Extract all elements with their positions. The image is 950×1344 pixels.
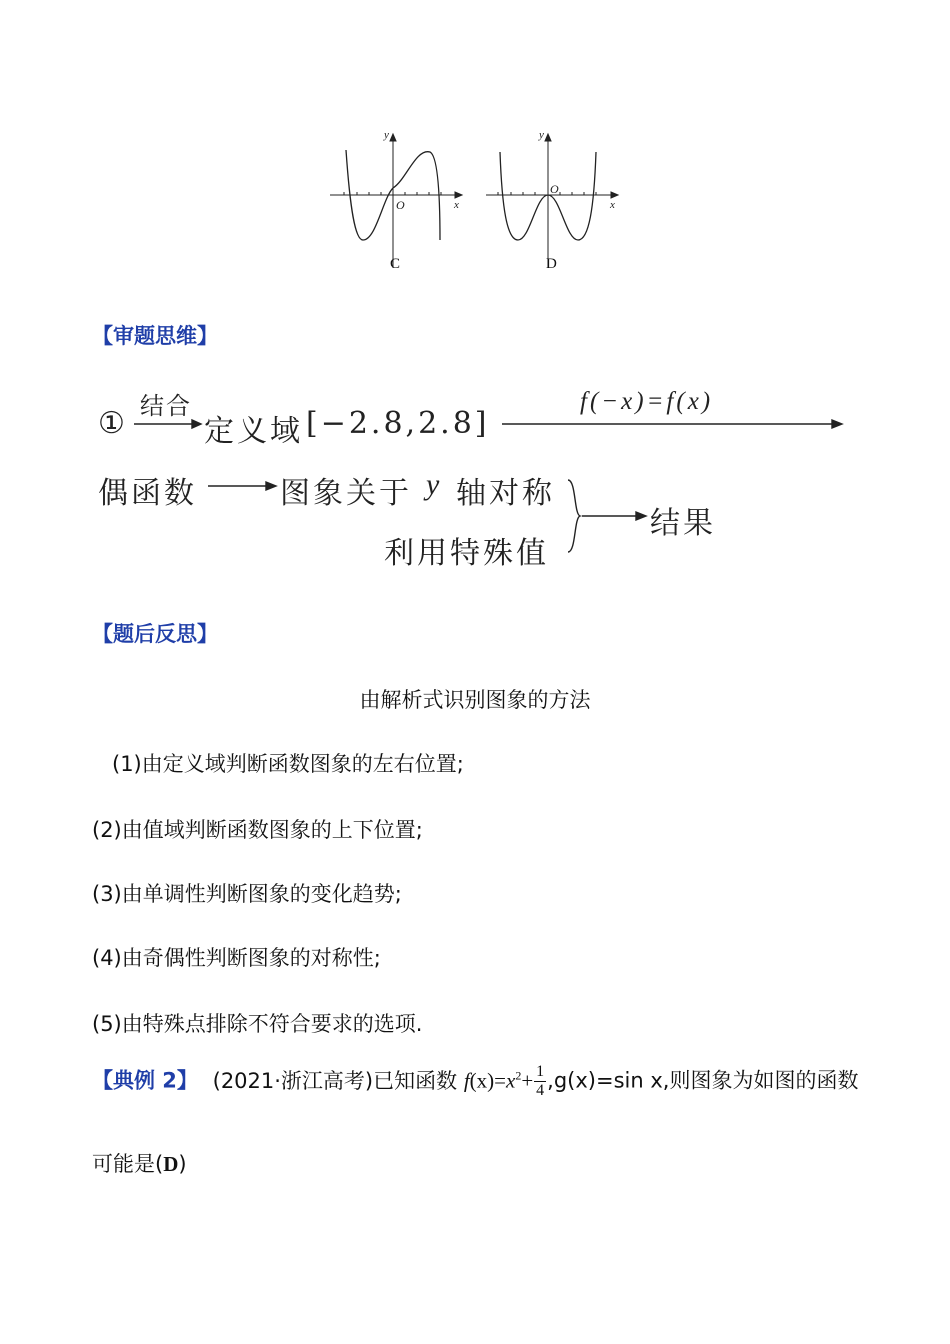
flow-symmetry-end: 轴对称: [456, 476, 555, 511]
x-axis-arrow: [611, 192, 618, 198]
x-label: x: [610, 199, 615, 211]
method-item-5: (5)由特殊点排除不符合要求的选项.: [92, 1012, 423, 1036]
y-label: y: [539, 129, 544, 141]
f-name: f: [463, 1068, 470, 1093]
origin-label: O: [550, 182, 559, 196]
example-label: 【典例 2】: [92, 1068, 198, 1093]
flow-special-values: 利用特殊值: [384, 536, 549, 571]
caption-d: D: [546, 256, 557, 272]
flow-combine-label: 结合: [140, 392, 192, 420]
frac-den: 4: [536, 1082, 545, 1099]
method-item-4: (4)由奇偶性判断图象的对称性;: [92, 946, 381, 970]
example-source: (2021·浙江高考)已知函数: [212, 1068, 464, 1093]
x-label: x: [454, 199, 459, 211]
example-line-2: [92, 1148, 187, 1178]
flow-symmetry-var: y: [426, 468, 443, 501]
fraction-one-quarter: [534, 1064, 546, 1099]
f-plus: +: [521, 1068, 534, 1093]
section-review-heading: 【审题思维】: [92, 324, 218, 348]
flow-even-func: 偶函数: [98, 476, 197, 511]
example-line-1: [92, 1064, 858, 1099]
example-close: ): [178, 1152, 187, 1176]
f-exp: 2: [515, 1068, 522, 1083]
g-part: ,g(x)=sin x,则图象为如图的函数: [547, 1068, 859, 1093]
f-base: x: [506, 1068, 516, 1093]
f-arg: (x)=: [469, 1068, 506, 1093]
flow-parity-eq: f(−x)=f(x): [580, 388, 714, 415]
flow-symmetry: 图象关于: [280, 476, 412, 511]
example-answer: D: [163, 1152, 179, 1176]
flow-start: ①: [98, 406, 128, 441]
method-title: 由解析式识别图象的方法: [359, 688, 591, 712]
example-line2-text: 可能是(: [92, 1152, 164, 1176]
arrow-even-head: [266, 482, 276, 490]
arrow-combine-head: [192, 420, 201, 428]
y-label: y: [384, 129, 389, 141]
frac-num: 1: [536, 1063, 545, 1080]
arrow-parity-head: [832, 420, 842, 428]
origin-label: O: [396, 198, 405, 212]
method-item-3: (3)由单调性判断图象的变化趋势;: [92, 882, 402, 906]
flow-interval: [−2.8,2.8]: [306, 406, 490, 441]
caption-c: C: [390, 256, 401, 272]
y-axis-arrow: [545, 134, 551, 141]
method-item-1: (1)由定义域判断函数图象的左右位置;: [112, 752, 464, 776]
x-axis-arrow: [455, 192, 462, 198]
arrow-result-head: [636, 512, 646, 520]
method-item-2: (2)由值域判断函数图象的上下位置;: [92, 818, 423, 842]
y-axis-arrow: [390, 134, 396, 141]
section-reflect-heading: 【题后反思】: [92, 622, 218, 646]
flow-domain: 定义域: [204, 414, 303, 449]
brace: [568, 480, 580, 552]
flow-result: 结果: [650, 506, 716, 541]
flow-diagram: [0, 380, 950, 580]
